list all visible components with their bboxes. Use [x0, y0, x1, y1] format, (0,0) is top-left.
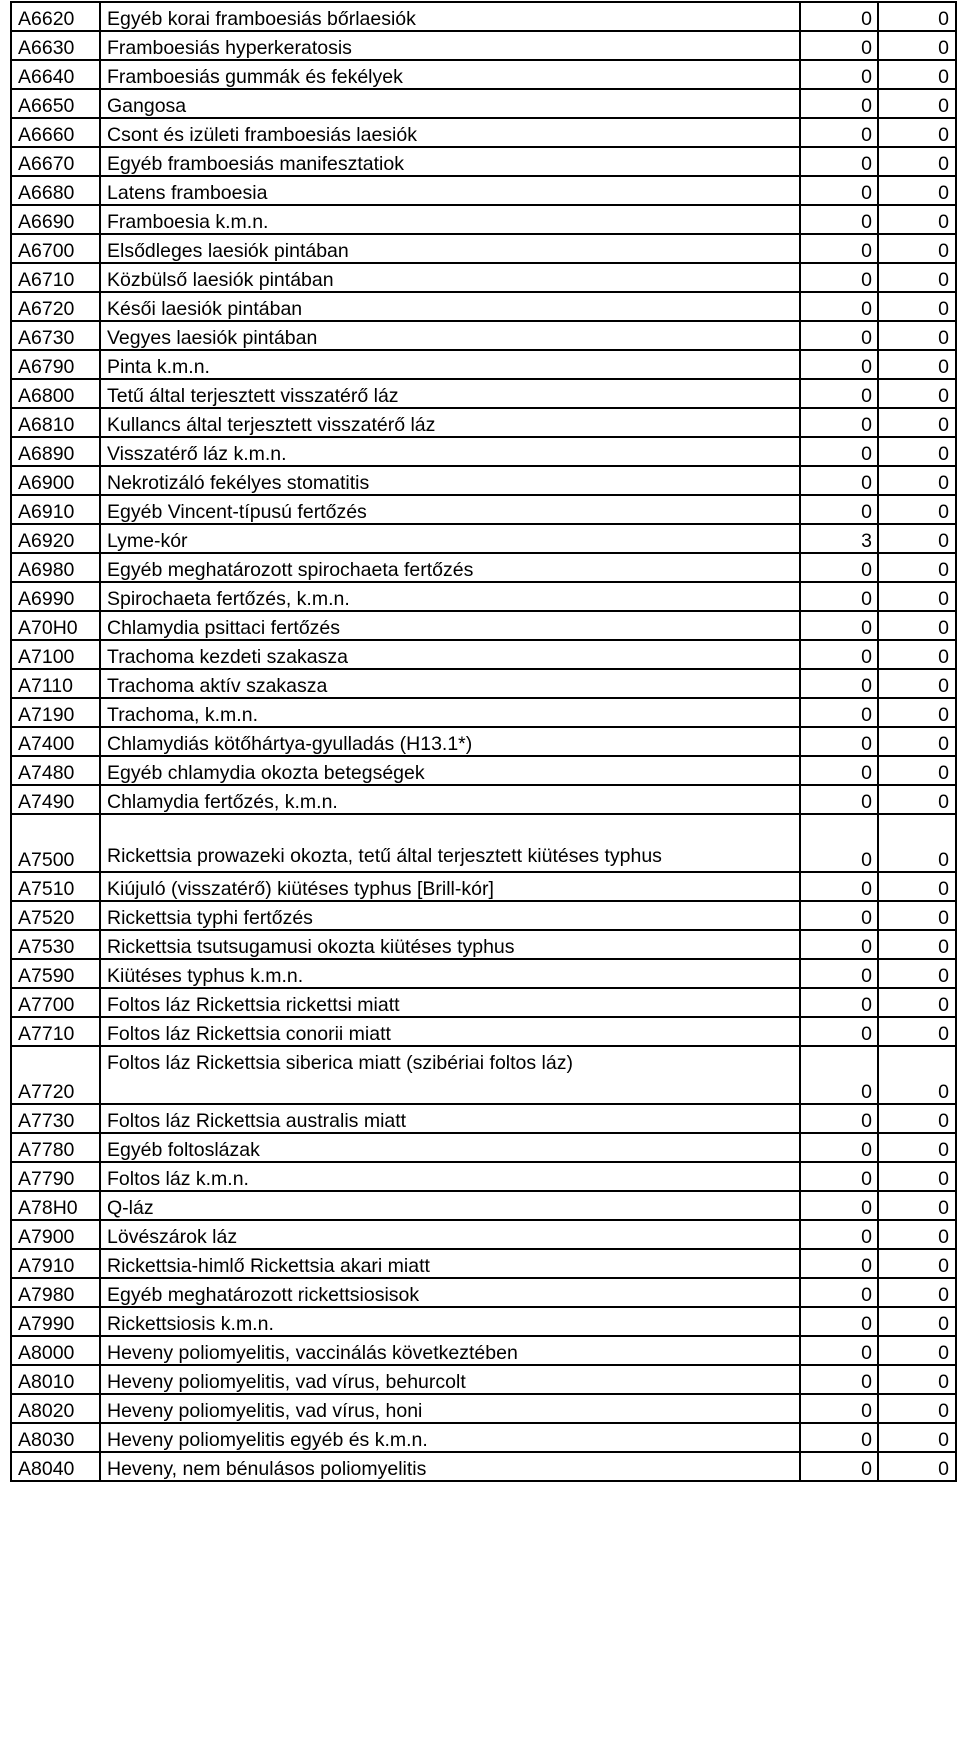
- description-cell: Trachoma, k.m.n.: [100, 698, 800, 727]
- code-cell: A8040: [11, 1452, 100, 1481]
- table-row: [11, 1104, 956, 1133]
- value-2-cell: 0: [878, 524, 956, 553]
- table-row: [11, 814, 956, 872]
- value-2-cell: 0: [878, 582, 956, 611]
- table-row: [11, 205, 956, 234]
- value-1-cell: 0: [800, 379, 878, 408]
- table-row: [11, 1307, 956, 1336]
- value-1-cell: 0: [800, 263, 878, 292]
- value-2-cell: 0: [878, 1336, 956, 1365]
- description-cell: Egyéb korai framboesiás bőrlaesiók: [100, 2, 800, 31]
- value-2-cell: 0: [878, 901, 956, 930]
- description-cell: Foltos láz Rickettsia australis miatt: [100, 1104, 800, 1133]
- value-2-cell: 0: [878, 263, 956, 292]
- value-1-cell: 0: [800, 437, 878, 466]
- value-2-cell: 0: [878, 1133, 956, 1162]
- description-cell: Spirochaeta fertőzés, k.m.n.: [100, 582, 800, 611]
- code-cell: A6800: [11, 379, 100, 408]
- table-row: [11, 756, 956, 785]
- value-2-cell: 0: [878, 466, 956, 495]
- code-cell: A78H0: [11, 1191, 100, 1220]
- value-1-cell: 0: [800, 176, 878, 205]
- value-1-cell: 0: [800, 1046, 878, 1104]
- code-cell: A8020: [11, 1394, 100, 1423]
- code-cell: A6790: [11, 350, 100, 379]
- description-cell: Egyéb meghatározott spirochaeta fertőzés: [100, 553, 800, 582]
- table-body: [11, 2, 956, 1481]
- code-cell: A6720: [11, 292, 100, 321]
- table-row: [11, 727, 956, 756]
- code-cell: A7790: [11, 1162, 100, 1191]
- table-row: [11, 408, 956, 437]
- value-1-cell: 0: [800, 698, 878, 727]
- table-row: [11, 1336, 956, 1365]
- value-1-cell: 0: [800, 1191, 878, 1220]
- value-1-cell: 0: [800, 901, 878, 930]
- value-2-cell: 0: [878, 292, 956, 321]
- value-2-cell: 0: [878, 350, 956, 379]
- description-cell: Kullancs által terjesztett visszatérő láz: [100, 408, 800, 437]
- description-cell: Framboesiás gummák és fekélyek: [100, 60, 800, 89]
- table-row: [11, 785, 956, 814]
- table-row: [11, 89, 956, 118]
- description-cell: Késői laesiók pintában: [100, 292, 800, 321]
- value-1-cell: 3: [800, 524, 878, 553]
- value-2-cell: 0: [878, 1365, 956, 1394]
- description-cell: Rickettsia typhi fertőzés: [100, 901, 800, 930]
- description-cell: Foltos láz k.m.n.: [100, 1162, 800, 1191]
- description-cell: Heveny poliomyelitis egyéb és k.m.n.: [100, 1423, 800, 1452]
- table-row: [11, 524, 956, 553]
- table-row: [11, 234, 956, 263]
- value-2-cell: 0: [878, 1394, 956, 1423]
- code-cell: A7700: [11, 988, 100, 1017]
- code-cell: A7400: [11, 727, 100, 756]
- description-cell: Rickettsiosis k.m.n.: [100, 1307, 800, 1336]
- table-row: [11, 147, 956, 176]
- value-1-cell: 0: [800, 872, 878, 901]
- value-1-cell: 0: [800, 60, 878, 89]
- value-2-cell: 0: [878, 1191, 956, 1220]
- value-1-cell: 0: [800, 669, 878, 698]
- code-cell: A70H0: [11, 611, 100, 640]
- disease-code-table: [10, 1, 957, 1482]
- value-2-cell: 0: [878, 756, 956, 785]
- value-2-cell: 0: [878, 1423, 956, 1452]
- code-cell: A8030: [11, 1423, 100, 1452]
- value-2-cell: 0: [878, 1046, 956, 1104]
- description-cell: Kiújuló (visszatérő) kiütéses typhus [Brill-kór]: [100, 872, 800, 901]
- description-cell: Rickettsia prowazeki okozta, tetű által terjesztett kiütéses typhus: [100, 814, 800, 872]
- value-2-cell: 0: [878, 176, 956, 205]
- code-cell: A6680: [11, 176, 100, 205]
- table-row: [11, 988, 956, 1017]
- code-cell: A7780: [11, 1133, 100, 1162]
- value-1-cell: 0: [800, 988, 878, 1017]
- table-row: [11, 669, 956, 698]
- code-cell: A7980: [11, 1278, 100, 1307]
- description-cell: Foltos láz Rickettsia rickettsi miatt: [100, 988, 800, 1017]
- value-2-cell: 0: [878, 495, 956, 524]
- table-row: [11, 350, 956, 379]
- table-row: [11, 1191, 956, 1220]
- table-row: [11, 1017, 956, 1046]
- table-row: [11, 176, 956, 205]
- table-row: [11, 611, 956, 640]
- description-cell: Chlamydia fertőzés, k.m.n.: [100, 785, 800, 814]
- code-cell: A7910: [11, 1249, 100, 1278]
- description-cell: Elsődleges laesiók pintában: [100, 234, 800, 263]
- value-1-cell: 0: [800, 147, 878, 176]
- description-cell: Nekrotizáló fekélyes stomatitis: [100, 466, 800, 495]
- description-cell: Egyéb meghatározott rickettsiosisok: [100, 1278, 800, 1307]
- value-1-cell: 0: [800, 31, 878, 60]
- value-2-cell: 0: [878, 814, 956, 872]
- table-row: [11, 1365, 956, 1394]
- code-cell: A7190: [11, 698, 100, 727]
- value-1-cell: 0: [800, 350, 878, 379]
- code-cell: A6990: [11, 582, 100, 611]
- code-cell: A6710: [11, 263, 100, 292]
- code-cell: A6810: [11, 408, 100, 437]
- value-2-cell: 0: [878, 31, 956, 60]
- description-cell: Egyéb framboesiás manifesztatiok: [100, 147, 800, 176]
- value-2-cell: 0: [878, 669, 956, 698]
- table-row: [11, 437, 956, 466]
- code-cell: A7100: [11, 640, 100, 669]
- code-cell: A8010: [11, 1365, 100, 1394]
- value-2-cell: 0: [878, 785, 956, 814]
- description-cell: Egyéb Vincent-típusú fertőzés: [100, 495, 800, 524]
- description-cell: Lövészárok láz: [100, 1220, 800, 1249]
- code-cell: A6640: [11, 60, 100, 89]
- value-1-cell: 0: [800, 1365, 878, 1394]
- value-1-cell: 0: [800, 959, 878, 988]
- table-row: [11, 31, 956, 60]
- value-1-cell: 0: [800, 1220, 878, 1249]
- value-1-cell: 0: [800, 234, 878, 263]
- value-1-cell: 0: [800, 1162, 878, 1191]
- table-row: [11, 2, 956, 31]
- code-cell: A6920: [11, 524, 100, 553]
- value-2-cell: 0: [878, 1249, 956, 1278]
- code-cell: A7490: [11, 785, 100, 814]
- description-cell: Heveny, nem bénulásos poliomyelitis: [100, 1452, 800, 1481]
- description-cell: Gangosa: [100, 89, 800, 118]
- table-row: [11, 1046, 956, 1104]
- value-1-cell: 0: [800, 1278, 878, 1307]
- value-1-cell: 0: [800, 1336, 878, 1365]
- table-row: [11, 263, 956, 292]
- description-cell: Csont és izületi framboesiás laesiók: [100, 118, 800, 147]
- value-1-cell: 0: [800, 321, 878, 350]
- table-row: [11, 60, 956, 89]
- table-row: [11, 930, 956, 959]
- value-1-cell: 0: [800, 1452, 878, 1481]
- value-2-cell: 0: [878, 2, 956, 31]
- code-cell: A6690: [11, 205, 100, 234]
- value-2-cell: 0: [878, 379, 956, 408]
- code-cell: A7990: [11, 1307, 100, 1336]
- value-2-cell: 0: [878, 640, 956, 669]
- table-row: [11, 1133, 956, 1162]
- code-cell: A7110: [11, 669, 100, 698]
- value-1-cell: 0: [800, 785, 878, 814]
- code-cell: A6670: [11, 147, 100, 176]
- code-cell: A7510: [11, 872, 100, 901]
- value-2-cell: 0: [878, 988, 956, 1017]
- value-1-cell: 0: [800, 640, 878, 669]
- value-2-cell: 0: [878, 321, 956, 350]
- description-cell: Latens framboesia: [100, 176, 800, 205]
- value-1-cell: 0: [800, 611, 878, 640]
- value-2-cell: 0: [878, 89, 956, 118]
- code-cell: A6900: [11, 466, 100, 495]
- code-cell: A6980: [11, 553, 100, 582]
- description-cell: Tetű által terjesztett visszatérő láz: [100, 379, 800, 408]
- table-row: [11, 118, 956, 147]
- value-2-cell: 0: [878, 727, 956, 756]
- code-cell: A6650: [11, 89, 100, 118]
- description-cell: Visszatérő láz k.m.n.: [100, 437, 800, 466]
- table-row: [11, 901, 956, 930]
- description-cell: Rickettsia-himlő Rickettsia akari miatt: [100, 1249, 800, 1278]
- value-2-cell: 0: [878, 553, 956, 582]
- code-cell: A7520: [11, 901, 100, 930]
- code-cell: A7500: [11, 814, 100, 872]
- value-2-cell: 0: [878, 1278, 956, 1307]
- value-2-cell: 0: [878, 408, 956, 437]
- description-cell: Framboesia k.m.n.: [100, 205, 800, 234]
- value-2-cell: 0: [878, 611, 956, 640]
- code-cell: A7720: [11, 1046, 100, 1104]
- code-cell: A6660: [11, 118, 100, 147]
- code-cell: A7730: [11, 1104, 100, 1133]
- value-2-cell: 0: [878, 1104, 956, 1133]
- description-cell: Egyéb chlamydia okozta betegségek: [100, 756, 800, 785]
- code-cell: A6700: [11, 234, 100, 263]
- value-2-cell: 0: [878, 872, 956, 901]
- value-2-cell: 0: [878, 234, 956, 263]
- value-1-cell: 0: [800, 582, 878, 611]
- value-2-cell: 0: [878, 1162, 956, 1191]
- table-row: [11, 1220, 956, 1249]
- value-1-cell: 0: [800, 1249, 878, 1278]
- code-cell: A6730: [11, 321, 100, 350]
- table-row: [11, 872, 956, 901]
- value-1-cell: 0: [800, 756, 878, 785]
- value-2-cell: 0: [878, 698, 956, 727]
- table-row: [11, 321, 956, 350]
- value-1-cell: 0: [800, 292, 878, 321]
- value-2-cell: 0: [878, 1307, 956, 1336]
- code-cell: A7900: [11, 1220, 100, 1249]
- code-cell: A7530: [11, 930, 100, 959]
- code-cell: A6890: [11, 437, 100, 466]
- description-cell: Pinta k.m.n.: [100, 350, 800, 379]
- description-cell: Trachoma aktív szakasza: [100, 669, 800, 698]
- value-1-cell: 0: [800, 1104, 878, 1133]
- value-2-cell: 0: [878, 205, 956, 234]
- value-1-cell: 0: [800, 1017, 878, 1046]
- table-row: [11, 582, 956, 611]
- value-1-cell: 0: [800, 1423, 878, 1452]
- value-1-cell: 0: [800, 1394, 878, 1423]
- value-1-cell: 0: [800, 930, 878, 959]
- value-2-cell: 0: [878, 118, 956, 147]
- value-1-cell: 0: [800, 205, 878, 234]
- table-row: [11, 466, 956, 495]
- code-cell: A7710: [11, 1017, 100, 1046]
- table-row: [11, 1452, 956, 1481]
- description-cell: Framboesiás hyperkeratosis: [100, 31, 800, 60]
- value-2-cell: 0: [878, 1452, 956, 1481]
- value-2-cell: 0: [878, 1017, 956, 1046]
- value-1-cell: 0: [800, 814, 878, 872]
- table-row: [11, 640, 956, 669]
- value-1-cell: 0: [800, 466, 878, 495]
- description-cell: Foltos láz Rickettsia conorii miatt: [100, 1017, 800, 1046]
- description-cell: Chlamydiás kötőhártya-gyulladás (H13.1*): [100, 727, 800, 756]
- table-row: [11, 959, 956, 988]
- description-cell: Heveny poliomyelitis, vad vírus, behurcolt: [100, 1365, 800, 1394]
- table-row: [11, 379, 956, 408]
- value-1-cell: 0: [800, 118, 878, 147]
- description-cell: Közbülső laesiók pintában: [100, 263, 800, 292]
- code-cell: A6910: [11, 495, 100, 524]
- table-row: [11, 1249, 956, 1278]
- description-cell: Q-láz: [100, 1191, 800, 1220]
- value-2-cell: 0: [878, 1220, 956, 1249]
- value-2-cell: 0: [878, 147, 956, 176]
- description-cell: Kiütéses typhus k.m.n.: [100, 959, 800, 988]
- code-cell: A6630: [11, 31, 100, 60]
- table-row: [11, 1423, 956, 1452]
- code-cell: A8000: [11, 1336, 100, 1365]
- description-cell: Heveny poliomyelitis, vaccinálás következtében: [100, 1336, 800, 1365]
- table-row: [11, 553, 956, 582]
- table-row: [11, 1162, 956, 1191]
- code-cell: A7590: [11, 959, 100, 988]
- description-cell: Lyme-kór: [100, 524, 800, 553]
- description-cell: Rickettsia tsutsugamusi okozta kiütéses typhus: [100, 930, 800, 959]
- description-cell: Chlamydia psittaci fertőzés: [100, 611, 800, 640]
- description-cell: Heveny poliomyelitis, vad vírus, honi: [100, 1394, 800, 1423]
- value-1-cell: 0: [800, 727, 878, 756]
- code-cell: A6620: [11, 2, 100, 31]
- value-1-cell: 0: [800, 553, 878, 582]
- table-row: [11, 1394, 956, 1423]
- value-1-cell: 0: [800, 2, 878, 31]
- value-1-cell: 0: [800, 1307, 878, 1336]
- code-cell: A7480: [11, 756, 100, 785]
- table-row: [11, 698, 956, 727]
- table-row: [11, 292, 956, 321]
- value-2-cell: 0: [878, 437, 956, 466]
- value-2-cell: 0: [878, 959, 956, 988]
- table-row: [11, 495, 956, 524]
- value-2-cell: 0: [878, 60, 956, 89]
- value-1-cell: 0: [800, 495, 878, 524]
- description-cell: Egyéb foltoslázak: [100, 1133, 800, 1162]
- value-1-cell: 0: [800, 408, 878, 437]
- description-cell: Vegyes laesiók pintában: [100, 321, 800, 350]
- description-cell: Trachoma kezdeti szakasza: [100, 640, 800, 669]
- value-1-cell: 0: [800, 1133, 878, 1162]
- value-2-cell: 0: [878, 930, 956, 959]
- value-1-cell: 0: [800, 89, 878, 118]
- table-row: [11, 1278, 956, 1307]
- description-cell: Foltos láz Rickettsia siberica miatt (szibériai foltos láz): [100, 1046, 800, 1104]
